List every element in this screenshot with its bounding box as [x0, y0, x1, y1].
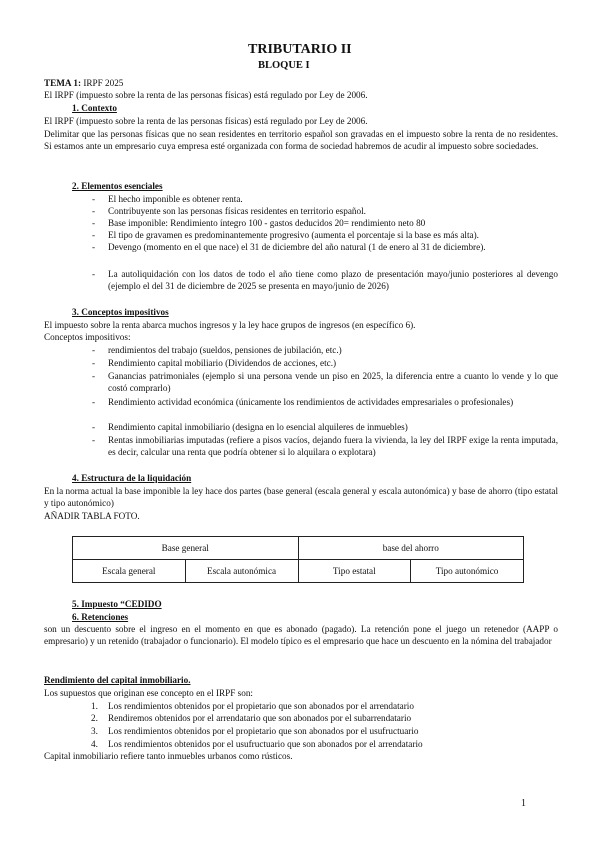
section-4-paragraph-1: En la norma actual la base imponible la ley hace dos partes (base general (escala general y escala autonómica) y base de ahorro (tipo estatal y tipo autonómico)	[44, 486, 558, 508]
list-number: 4.	[91, 739, 98, 749]
section-2-heading: 2. Elementos esenciales	[72, 181, 163, 191]
list-item: Ganancias patrimoniales (ejemplo si una persona vende un piso en 2025, la diferencia entre a cuanto lo vende y lo que costó comprarlo)	[108, 371, 558, 393]
list-bullet: -	[92, 422, 96, 432]
document-title: TRIBUTARIO II	[248, 42, 352, 57]
section-3-heading: 3. Conceptos impositivos	[72, 307, 169, 317]
list-item: Los rendimientos obtenidos por el propietario que son abonados por el arrendatario	[108, 701, 414, 711]
list-item: Contribuyente son las personas físicas residentes en territorio español.	[108, 206, 366, 216]
list-item: El hecho imponible es obtener renta.	[108, 194, 243, 204]
section-5-heading: 5. Impuesto “CEDIDO	[72, 599, 162, 609]
section-4-paragraph-2: AÑADIR TABLA FOTO.	[44, 511, 140, 521]
document-subtitle: BLOQUE I	[258, 60, 310, 71]
list-number: 3.	[91, 726, 98, 736]
list-item: Los rendimientos obtenidos por el propietario que son abonados por el usufructuario	[108, 726, 419, 736]
section-1-paragraph-2: Delimitar que las personas físicas que no sean residentes en territorio español son gravadas en el impuesto sobre la renta de no residentes. Si estamos ante un empresario cuya empresa esté organizada con forma de sociedad habremos de acudir al impuesto sobre sociedades.	[44, 129, 558, 151]
section-7-paragraph-2: Capital inmobiliario refiere tanto inmuebles urbanos como rústicos.	[44, 751, 293, 761]
section-7-paragraph-1: Los supuestos que originan ese concepto en el IRPF son:	[44, 688, 253, 698]
list-item: La autoliquidación con los datos de todo el año tiene como plazo de presentación mayo/junio posteriores al devengo (ejemplo el del 31 de diciembre de 2025 se presenta en mayo/junio de 2026)	[108, 269, 558, 291]
intro-text: El IRPF (impuesto sobre la renta de las personas físicas) está regulado por Ley de 2006.	[44, 90, 368, 100]
tema-line	[44, 77, 123, 89]
list-item: El tipo de gravamen es predominantemente progresivo (aumenta el porcentaje si la base es más alta).	[108, 230, 479, 240]
list-bullet: -	[92, 242, 96, 252]
section-3-paragraph-1: El impuesto sobre la renta abarca muchos ingresos y la ley hace grupos de ingresos (en específico 6).	[44, 320, 416, 330]
section-6-paragraph: son un descuento sobre el ingreso en el momento en que es abonado (pagado). La retención pone el juego un retenedor (AAPP o empresario) y un retenido (trabajador o funcionario). El modelo típico es el empresario que hace un descuento en la nómina del trabajador	[44, 624, 558, 646]
list-bullet: -	[92, 371, 96, 381]
list-item: Rendimiento capital inmobiliario (designa en lo esencial alquileres de inmuebles)	[108, 422, 408, 432]
list-item: rendimientos del trabajo (sueldos, pensiones de jubilación, etc.)	[108, 345, 342, 355]
table-cell: Tipo estatal	[298, 560, 411, 583]
list-item: Rendiremos obtenidos por el arrendatario que son abonados por el subarrendatario	[108, 713, 412, 723]
section-7-heading: Rendimiento del capital inmobiliario.	[44, 675, 191, 685]
section-3-paragraph-2: Conceptos impositivos:	[44, 332, 131, 342]
section-1-heading: 1. Contexto	[72, 103, 117, 113]
tema-name: IRPF 2025	[83, 78, 124, 88]
table-row	[73, 537, 524, 560]
list-bullet: -	[92, 206, 96, 216]
section-4-heading: 4. Estructura de la liquidación	[72, 473, 192, 483]
list-item: Devengo (momento en el que nace) el 31 de diciembre del año natural (1 de enero al 31 de diciembre).	[108, 242, 486, 252]
table-row	[73, 560, 524, 583]
tema-label: TEMA 1:	[44, 78, 82, 88]
table-cell: Escala general	[73, 560, 186, 583]
list-bullet: -	[92, 218, 96, 228]
list-item: Rentas inmobiliarias imputadas (refiere a pisos vacíos, dejando fuera la vivienda, la ley del IRPF exige la renta imputada, es decir, calcular una renta que podría obtener si lo alquilara o explotara)	[108, 435, 558, 457]
table-header-cell: base del ahorro	[298, 537, 524, 560]
table-cell: Tipo autonómico	[411, 560, 524, 583]
list-item: Rendimiento capital mobiliario (Dividendos de acciones, etc.)	[108, 358, 337, 368]
list-bullet: -	[92, 194, 96, 204]
list-number: 2.	[91, 713, 98, 723]
table-cell: Escala autonómica	[185, 560, 298, 583]
page-number: 1	[521, 798, 526, 809]
list-number: 1.	[91, 701, 98, 711]
list-bullet: -	[92, 269, 96, 279]
list-item: Los rendimientos obtenidos por el usufructuario que son abonados por el arrendatario	[108, 739, 423, 749]
list-item: Rendimiento actividad económica (únicamente los rendimientos de actividades empresariales o profesionales)	[108, 397, 514, 407]
list-bullet: -	[92, 397, 96, 407]
tax-base-table	[72, 536, 524, 583]
section-1-paragraph-1: El IRPF (impuesto sobre la renta de las personas físicas) está regulado por Ley de 2006.	[44, 116, 368, 126]
section-6-heading: 6. Retenciones	[72, 612, 129, 622]
list-bullet: -	[92, 345, 96, 355]
list-bullet: -	[92, 358, 96, 368]
list-bullet: -	[92, 435, 96, 445]
list-item: Base imponible: Rendimiento íntegro 100 - gastos deducidos 20= rendimiento neto 80	[108, 218, 426, 228]
list-bullet: -	[92, 230, 96, 240]
table-header-cell: Base general	[73, 537, 299, 560]
